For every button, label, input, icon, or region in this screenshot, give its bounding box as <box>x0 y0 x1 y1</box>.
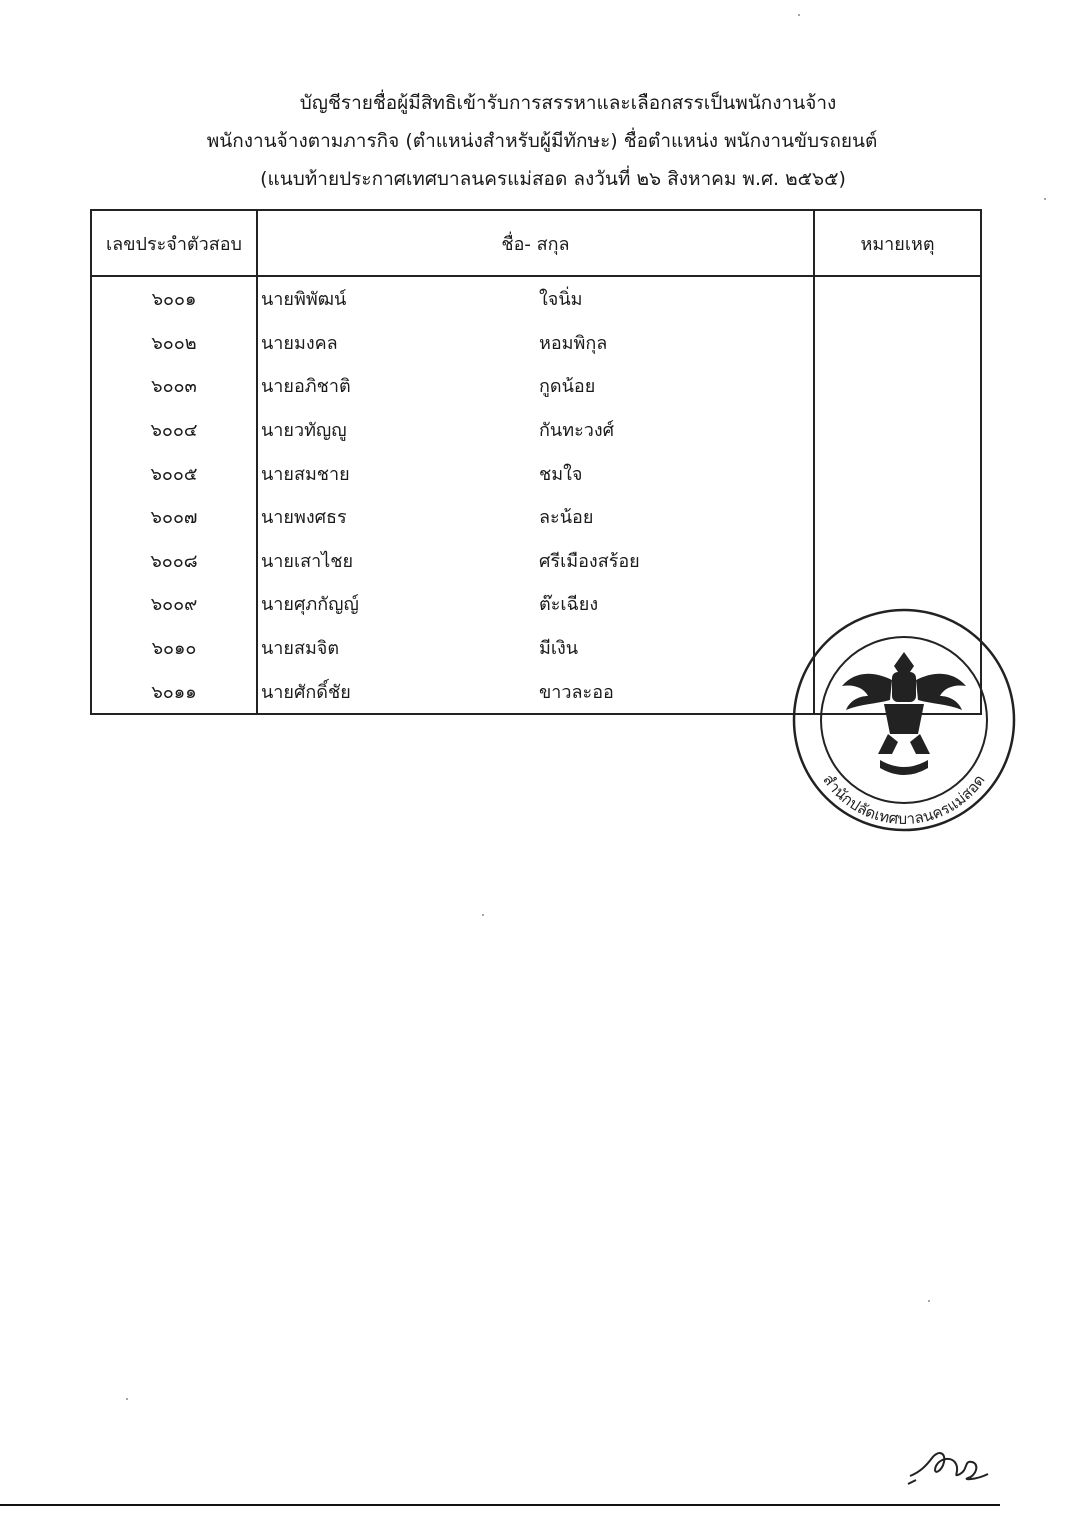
last-name: มีเงิน <box>539 638 579 660</box>
exam-id-cell: ๖๐๑๑ <box>91 669 257 714</box>
remarks-cell <box>814 364 981 408</box>
first-name: นายเสาไชย <box>261 550 354 572</box>
exam-id-cell: ๖๐๐๕ <box>91 451 257 495</box>
remarks-cell <box>814 539 981 583</box>
scan-speck <box>928 1300 930 1302</box>
first-name: นายพิพัฒน์ <box>261 289 347 311</box>
title-line-1: บัญชีรายชื่อผู้มีสิทธิเข้ารับการสรรหาและเลือกสรรเป็นพนักงานจ้าง <box>299 92 837 114</box>
remarks-cell <box>814 408 981 452</box>
remarks-cell <box>814 276 981 321</box>
full-name-cell <box>257 364 814 408</box>
last-name: หอมพิกุล <box>539 332 608 354</box>
seal-text: สำนักปลัดเทศบาลนครแม่สอด <box>819 771 989 829</box>
exam-id-cell: ๖๐๐๒ <box>91 321 257 365</box>
scan-speck <box>126 1398 128 1400</box>
scan-speck <box>1044 198 1046 200</box>
header-remarks: หมายเหตุ <box>814 210 981 276</box>
first-name: นายศุภกัญญ์ <box>261 594 359 616</box>
signature-icon <box>902 1436 998 1492</box>
remarks-cell <box>814 495 981 539</box>
table-header-row <box>91 210 981 276</box>
title-line-3: (แนบท้ายประกาศเทศบาลนครแม่สอด ลงวันที่ ๒๖ สิงหาคม พ.ศ. ๒๕๖๕) <box>260 168 846 190</box>
exam-id-cell: ๖๐๐๔ <box>91 408 257 452</box>
full-name-cell <box>257 626 814 670</box>
table-row <box>91 321 981 365</box>
scan-speck <box>482 914 484 916</box>
table-row <box>91 451 981 495</box>
table-row <box>91 408 981 452</box>
first-name: นายสมชาย <box>261 463 350 485</box>
garuda-emblem-icon <box>842 652 966 775</box>
last-name: ละน้อย <box>539 507 594 529</box>
last-name: ใจนิ่ม <box>539 289 583 311</box>
official-seal <box>784 600 1024 840</box>
remarks-cell <box>814 321 981 365</box>
full-name-cell <box>257 539 814 583</box>
remarks-cell <box>814 451 981 495</box>
full-name-cell <box>257 451 814 495</box>
full-name-cell <box>257 321 814 365</box>
footer-rule <box>0 1504 1000 1506</box>
first-name: นายศักดิ์ชัย <box>261 681 351 703</box>
exam-id-cell: ๖๐๐๑ <box>91 276 257 321</box>
first-name: นายพงศธร <box>261 507 347 529</box>
last-name: ศรีเมืองสร้อย <box>539 550 640 572</box>
last-name: กูดน้อย <box>539 376 596 398</box>
first-name: นายมงคล <box>261 332 338 354</box>
exam-id-cell: ๖๐๑๐ <box>91 626 257 670</box>
exam-id-cell: ๖๐๐๓ <box>91 364 257 408</box>
first-name: นายวทัญญู <box>261 420 347 442</box>
exam-id-cell: ๖๐๐๙ <box>91 582 257 626</box>
scan-speck <box>798 14 800 16</box>
exam-id-cell: ๖๐๐๘ <box>91 539 257 583</box>
full-name-cell <box>257 582 814 626</box>
first-name: นายสมจิต <box>261 638 340 660</box>
last-name: ขาวละออ <box>539 681 614 703</box>
table-row <box>91 539 981 583</box>
last-name: ต๊ะเฉียง <box>539 594 599 616</box>
first-name: นายอภิชาติ <box>261 376 351 398</box>
title-line-2: พนักงานจ้างตามภารกิจ (ตำแหน่งสำหรับผู้มีทักษะ) ชื่อตำแหน่ง พนักงานขับรถยนต์ <box>206 130 878 152</box>
full-name-cell <box>257 276 814 321</box>
table-row <box>91 495 981 539</box>
full-name-cell <box>257 669 814 714</box>
full-name-cell <box>257 408 814 452</box>
header-full-name: ชื่อ- สกุล <box>257 210 814 276</box>
full-name-cell <box>257 495 814 539</box>
header-exam-id: เลขประจำตัวสอบ <box>91 210 257 276</box>
exam-id-cell: ๖๐๐๗ <box>91 495 257 539</box>
last-name: ชมใจ <box>539 463 583 485</box>
document-title <box>0 84 1076 198</box>
table-row <box>91 276 981 321</box>
last-name: กันทะวงศ์ <box>539 420 615 442</box>
table-row <box>91 364 981 408</box>
